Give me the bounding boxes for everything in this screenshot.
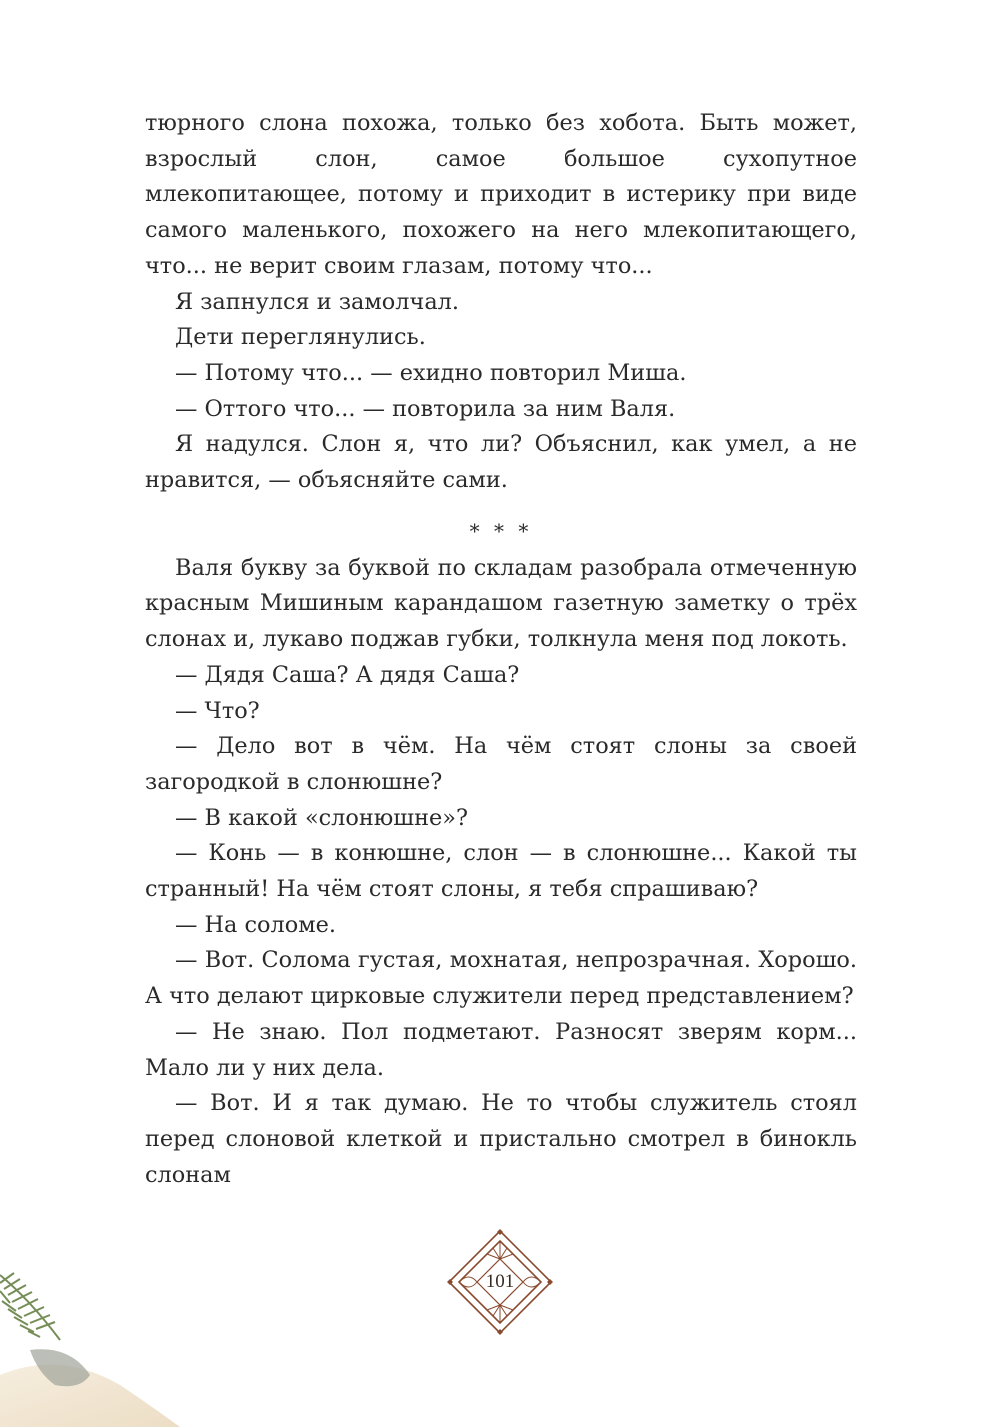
- paragraph: — Вот. И я так думаю. Не то чтобы служитель стоял перед слоновой клеткой и пристально смотрел в бинокль слонам: [145, 1090, 857, 1188]
- paragraph: Я надулся. Слон я, что ли? Объяснил, как умел, а не нравится, — объясняйте сами.: [145, 431, 857, 494]
- body-text: [145, 106, 857, 1193]
- paragraph: — В какой «слонюшне»?: [175, 804, 468, 831]
- paragraph: — Что?: [175, 697, 260, 724]
- paragraph: — Оттого что... — повторила за ним Валя.: [175, 395, 676, 422]
- paragraph: — Конь — в конюшне, слон — в слонюшне... Какой ты странный! На чём стоят слоны, я тебя спрашиваю?: [145, 840, 857, 903]
- paragraph: — Не знаю. Пол подметают. Разносят зверям корм... Мало ли у них дела.: [145, 1018, 857, 1081]
- paragraph: Я запнулся и замолчал.: [175, 288, 460, 315]
- paragraph: — На соломе.: [175, 911, 337, 938]
- section-separator: * * *: [469, 518, 533, 543]
- paragraph: — Дядя Саша? А дядя Саша?: [175, 661, 520, 688]
- page-number: 101: [485, 1271, 515, 1292]
- paragraph: — Вот. Солома густая, мохнатая, непрозрачная. Хорошо. А что делают цирковые служители перед представлением?: [145, 947, 857, 1010]
- paragraph: — Потому что... — ехидно повторил Миша.: [175, 359, 687, 386]
- paragraph: тюрного слона похожа, только без хобота. Быть может, взрослый слон, самое большое сухопутное млекопитающее, потому и приходит в истерику при виде самого маленького, похожего на него млекопитающего, что... не верит своим глазам, потому что...: [145, 110, 857, 279]
- page-number-ornament: [447, 1229, 553, 1335]
- palm-leaf-illustration-icon: [0, 1255, 180, 1427]
- paragraph: Валя букву за буквой по складам разобрала отмеченную красным Мишиным карандашом газетную заметку о трёх слонах и, лукаво поджав губки, толкнула меня под локоть.: [145, 554, 857, 653]
- paragraph: — Дело вот в чём. На чём стоят слоны за своей загородкой в слонюшне?: [145, 733, 857, 795]
- paragraph: Дети переглянулись.: [175, 324, 426, 351]
